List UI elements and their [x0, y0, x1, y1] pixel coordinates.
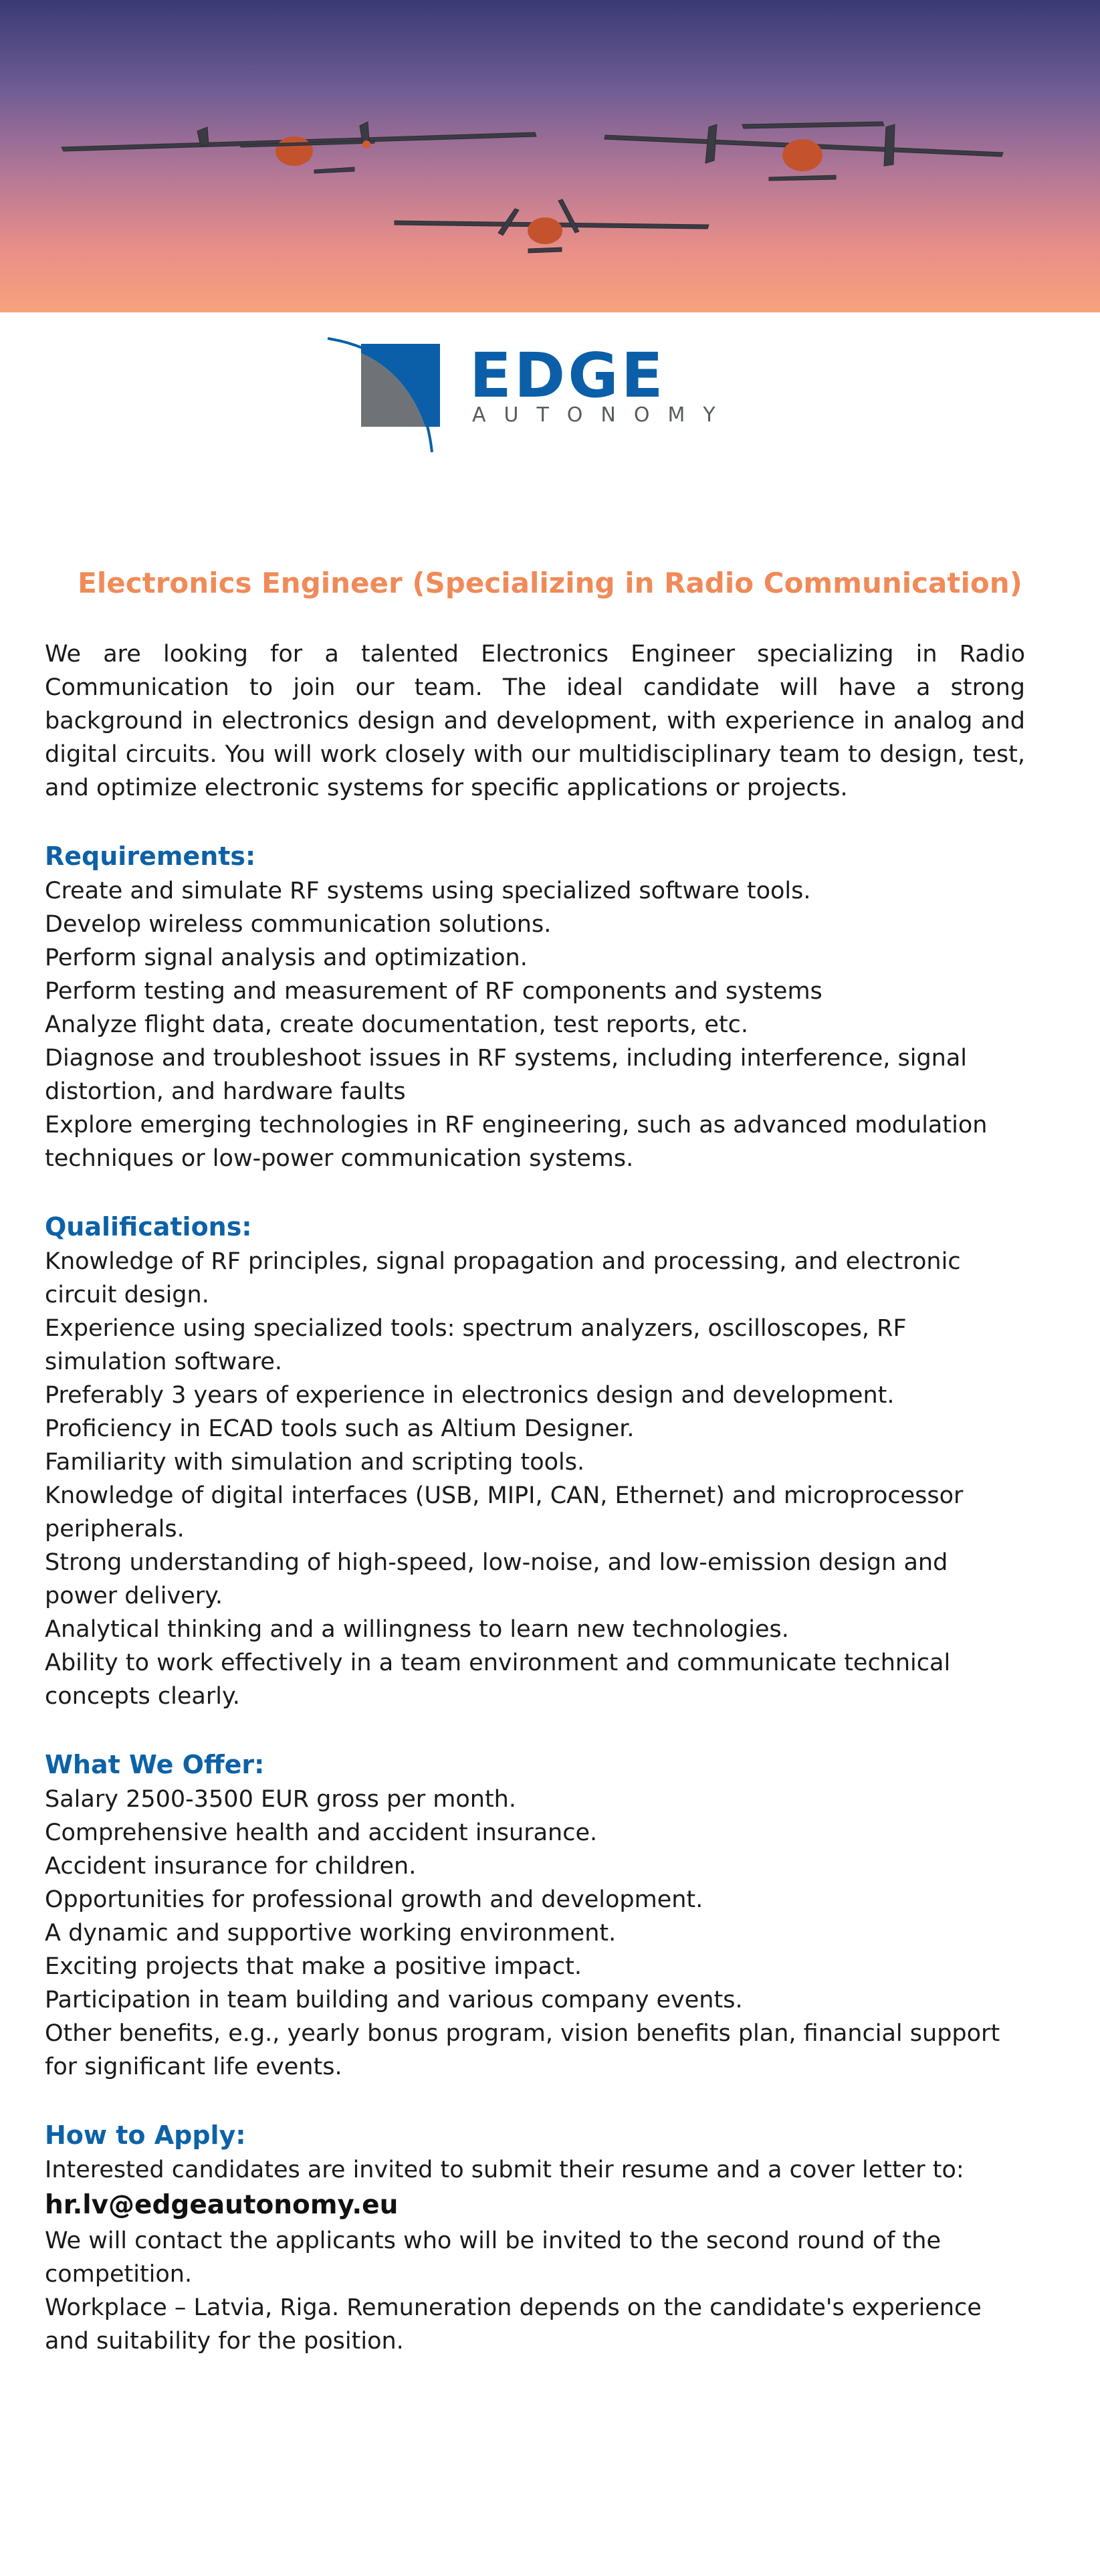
list-item: Strong understanding of high-speed, low-noise, and low-emission design and power delivery.: [45, 1549, 948, 1609]
list-item: Perform testing and measurement of RF components and systems: [45, 978, 822, 1005]
list-item: Explore emerging technologies in RF engineering, such as advanced modulation techniques or low-power communication systems.: [45, 1112, 988, 1172]
offer-section: [45, 1747, 1025, 2084]
list-item: Diagnose and troubleshoot issues in RF systems, including interference, signal distortion, and hardware faults: [45, 1045, 968, 1105]
list-item: Knowledge of digital interfaces (USB, MIPI, CAN, Ethernet) and microprocessor peripherals.: [45, 1482, 964, 1543]
apply-section: [45, 2117, 1025, 2358]
requirements-section: [45, 838, 1025, 1175]
list-item: Knowledge of RF principles, signal propagation and processing, and electronic circuit design.: [45, 1248, 961, 1308]
list-item: Preferably 3 years of experience in electronics design and development.: [45, 1382, 895, 1409]
list-item: Opportunities for professional growth and development.: [45, 1886, 703, 1913]
list-item: Participation in team building and various company events.: [45, 1987, 743, 2013]
list-item: A dynamic and supportive working environment.: [45, 1920, 617, 1947]
apply-workplace: Workplace – Latvia, Riga. Remuneration depends on the candidate's experience and suitability for the position.: [45, 2294, 982, 2355]
list-item: Accident insurance for children.: [45, 1853, 417, 1880]
qualifications-list: [45, 1245, 1025, 1713]
list-item: Create and simulate RF systems using specialized software tools.: [45, 878, 811, 904]
intro-paragraph: We are looking for a talented Electronics Engineer specializing in Radio Communication to join our team. The ideal candidate will have a strong background in electronics design and development, with experience in analog and digital circuits. You will work closely with our multidisciplinary team to design, test, and optimize electronic systems for specific applications or projects.: [45, 641, 1025, 801]
qualifications-section: [45, 1209, 1025, 1713]
list-item: Experience using specialized tools: spectrum analyzers, oscilloscopes, RF simulation software.: [45, 1315, 907, 1375]
logo-tagline: AUTONOMY: [472, 403, 734, 427]
edge-emblem-icon: [321, 326, 455, 454]
job-description: [45, 637, 1025, 2391]
list-item: Ability to work effectively in a team environment and communicate technical concepts clearly.: [45, 1650, 951, 1710]
list-item: Perform signal analysis and optimization.: [45, 945, 528, 971]
hero-image: [0, 0, 1100, 312]
qualifications-heading: Qualifications:: [45, 1212, 252, 1242]
apply-instructions: Interested candidates are invited to submit their resume and a cover letter to:: [45, 2157, 964, 2183]
logo-wordmark: EDGE: [469, 340, 666, 411]
list-item: Analytical thinking and a willingness to learn new technologies.: [45, 1616, 789, 1643]
list-item: Familiarity with simulation and scripting tools.: [45, 1449, 585, 1476]
list-item: Comprehensive health and accident insurance.: [45, 1819, 598, 1846]
company-logo: [321, 326, 736, 454]
apply-heading: How to Apply:: [45, 2120, 246, 2150]
drone-center: [395, 199, 709, 253]
apply-followup: We will contact the applicants who will be invited to the second round of the competition.: [45, 2227, 941, 2288]
drone-right: [604, 122, 1003, 181]
list-item: Other benefits, e.g., yearly bonus program, vision benefits plan, financial support for significant life events.: [45, 2020, 1000, 2080]
offer-heading: What We Offer:: [45, 1750, 265, 1779]
requirements-heading: Requirements:: [45, 841, 256, 871]
offer-list: [45, 1783, 1025, 2084]
list-item: Salary 2500-3500 EUR gross per month.: [45, 1786, 516, 1813]
list-item: Exciting projects that make a positive impact.: [45, 1953, 582, 1980]
list-item: Proficiency in ECAD tools such as Altium Designer.: [45, 1415, 635, 1442]
apply-email-link[interactable]: hr.lv@edgeautonomy.eu: [45, 2190, 399, 2220]
drones-illustration: [0, 0, 1100, 312]
drone-left: [62, 122, 536, 173]
job-title: Electronics Engineer (Specializing in Radio Communication): [78, 567, 1022, 599]
list-item: Develop wireless communication solutions.: [45, 911, 552, 938]
requirements-list: [45, 874, 1025, 1175]
list-item: Analyze flight data, create documentation, test reports, etc.: [45, 1011, 749, 1038]
